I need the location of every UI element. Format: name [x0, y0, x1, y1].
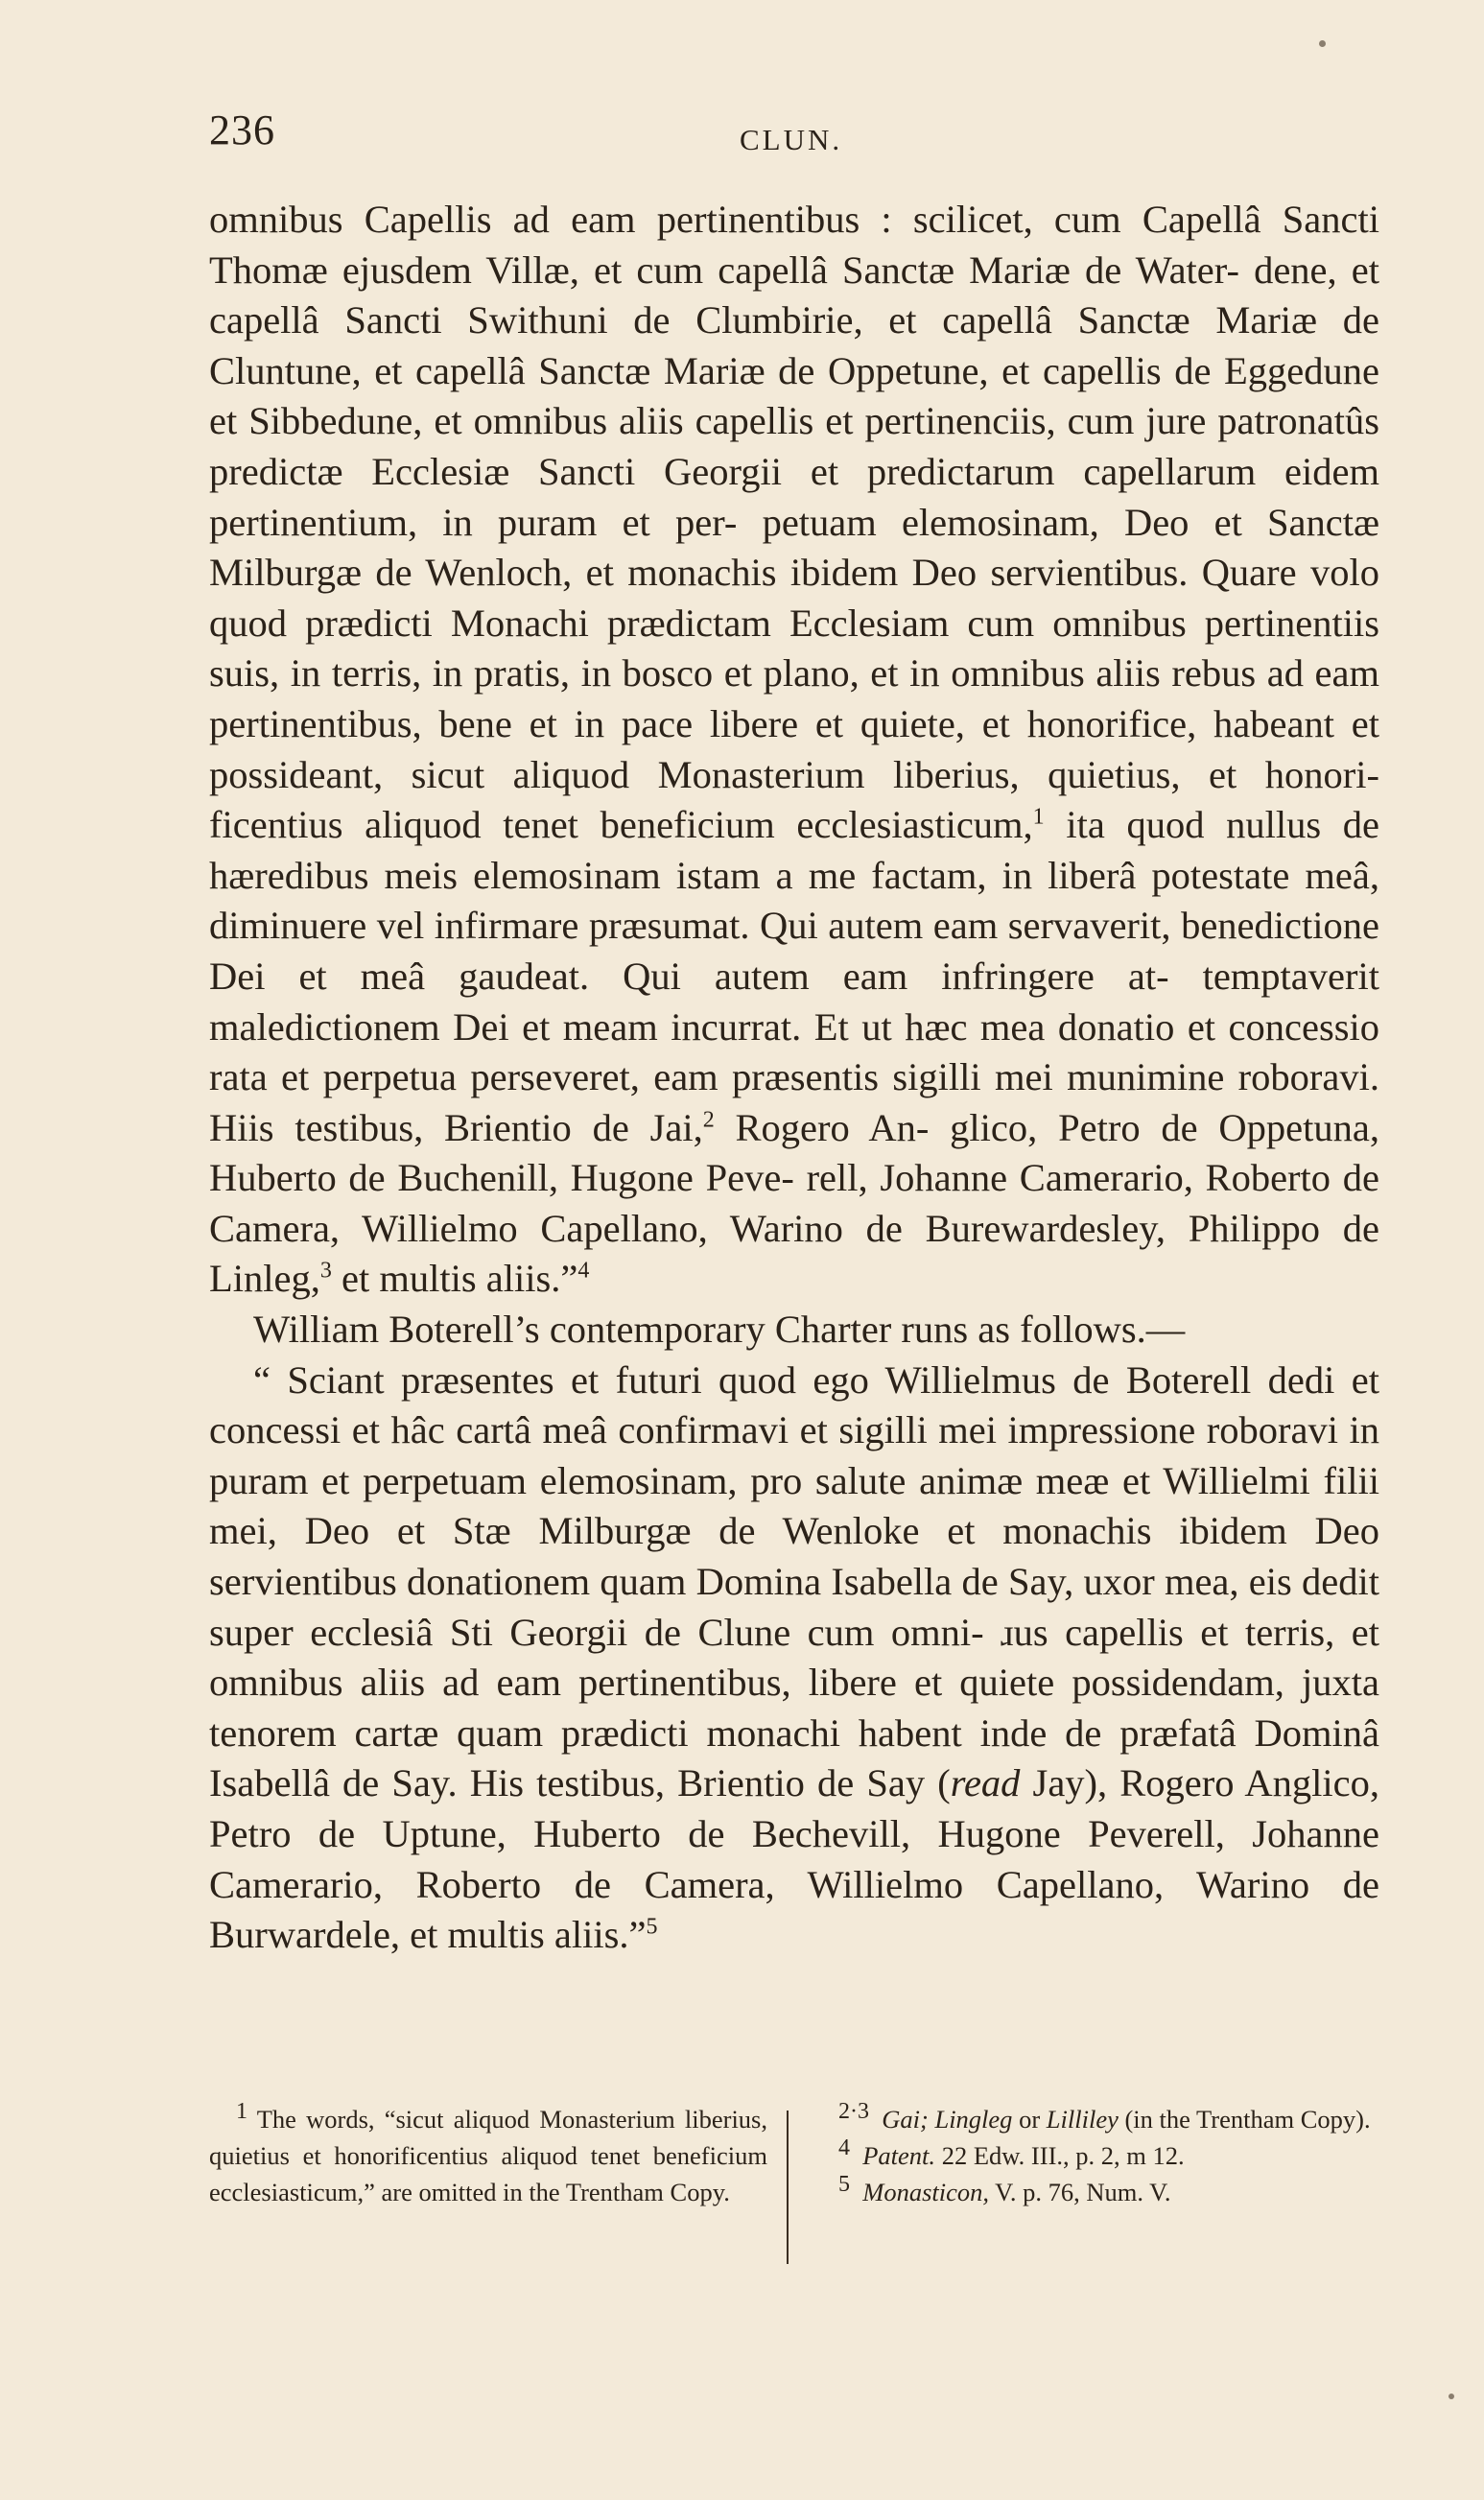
footnote-mark-5: 5: [838, 2172, 850, 2198]
charter-paragraph-1: omnibus Capellis ad eam pertinentibus : scilicet, cum Capellâ Sancti Thomæ ejusdem Villæ, et cum capellâ Sanctæ Mariæ de Water- dene, et capellâ Sancti Swithuni de Clumbirie, et capellâ Sanctæ Mariæ de Cluntune, et capellâ Sanctæ Mariæ de Oppetune, et capellis de Eggedune et Sibbedune, et omnibus aliis capellis et pertinenciis, cum jure patronatûs predictæ Ecclesiæ Sancti Georgii et predictarum capellarum eidem pertinentium, in puram et per- petuam elemosinam, Deo et Sanctæ Milburgæ de Wenloch, et monachis ibidem Deo servientibus. Quare volo quod prædicti Monachi prædictam Ecclesiam cum omnibus pertinentiis suis, in terris, in pratis, in bosco et plano, et in omnibus aliis rebus ad eam pertinentibus, bene et in pace libere et quiete, et honorifice, habeant et possideant, sicut aliquod Monasterium liberius, quietius, et honori- ficentius aliquod tenet beneficium ecclesiasticum,$^1$ ita quod nullus de hæredibus meis elemosinam istam a me factam, in liberâ potestate meâ, diminuere vel infirmare præsumat. Qui autem eam servaverit, benedictione Dei et meâ gaudeat. Qui autem eam infringere at- temptaverit maledictionem Dei et meam incurrat. Et ut hæc mea donatio et concessio rata et perpetua perseveret, eam præsentis sigilli mei munimine roboravi. Hiis testibus, Brientio de Jai,$^2$ Rogero An- glico, Petro de Oppetuna, Huberto de Buchenill, Hugone Peve- rell, Johanne Camerario, Roberto de Camera, Willielmo Capellano, Warino de Burewardesley, Philippo de Linleg,$^3$ et multis aliis.”$^4$: [209, 198, 1380, 1301]
main-text: [209, 195, 1379, 1961]
running-head: CLUN.: [740, 123, 843, 156]
page-speck-top: [1319, 40, 1326, 47]
footnote-1: $^1$ The words, “sicut aliquod Monasterium liberius, quietius et honorificentius aliquod tenet beneficium ecclesiasticum,” are omitted in the Trentham Copy.: [209, 2099, 767, 2206]
footnote-left-column: [209, 2101, 767, 2210]
footnote-ref-1[interactable]: 1: [1032, 804, 1045, 830]
charter-paragraph-2: “ Sciant præsentes et futuri quod ego Willielmus de Boterell dedi et concessi et hâc cartâ meâ confirmavi et sigilli mei impressione roboravi in puram et perpetuam elemosinam, pro salute animæ meæ et Willielmi filii mei, Deo et Stæ Milburgæ de Wenloke et monachis ibidem Deo servientibus donationem quam Domina Isabella de Say, uxor mea, eis dedit super ecclesiâ Sti Georgii de Clune cum omni- ɹus capellis et terris, et omnibus aliis ad eam pertinentibus, libere et quiete possidendam, juxta tenorem cartæ quam prædicti monachi habent inde de præfatâ Dominâ Isabellâ de Say. His testibus, Brientio de Say (read Jay), Rogero Anglico, Petro de Uptune, Huberto de Bechevill, Hugone Peverell, Johanne Camerario, Roberto de Camera, Willielmo Capellano, Warino de Burwardele, et multis aliis.”$^5$: [209, 1357, 1379, 1957]
footnotes: [209, 2101, 1379, 2293]
footnote-ref-2[interactable]: 2: [702, 1107, 715, 1133]
footnote-5: $^5$ Monasticon, V. p. 76, Num. V.: [838, 2172, 1171, 2206]
footnote-ref-4[interactable]: 4: [577, 1258, 590, 1284]
footnote-mark-4: 4: [838, 2135, 850, 2161]
footnote-2-3: $^{2\cdot 3}$ Gai; Lingleg or Lilliley (in the Trentham Copy).: [838, 2099, 1371, 2134]
read-note: read: [950, 1761, 1021, 1805]
page-speck-bottom: [1449, 2394, 1454, 2399]
charter-intro-paragraph: William Boterell’s contemporary Charter runs as follows.—: [253, 1308, 1186, 1352]
footnote-ref-5[interactable]: 5: [646, 1914, 658, 1940]
footnote-mark-2-3: 2·3: [838, 2099, 869, 2125]
footnote-4: $^4$ Patent. 22 Edw. III., p. 2, m 12.: [838, 2135, 1185, 2170]
footnote-ref-3[interactable]: 3: [319, 1258, 332, 1284]
footnote-divider: [787, 2111, 789, 2264]
footnote-mark-1: 1: [236, 2099, 247, 2125]
footnote-right-column: [812, 2101, 1379, 2210]
page-number: 236: [209, 106, 275, 153]
page-header: [209, 106, 1375, 163]
